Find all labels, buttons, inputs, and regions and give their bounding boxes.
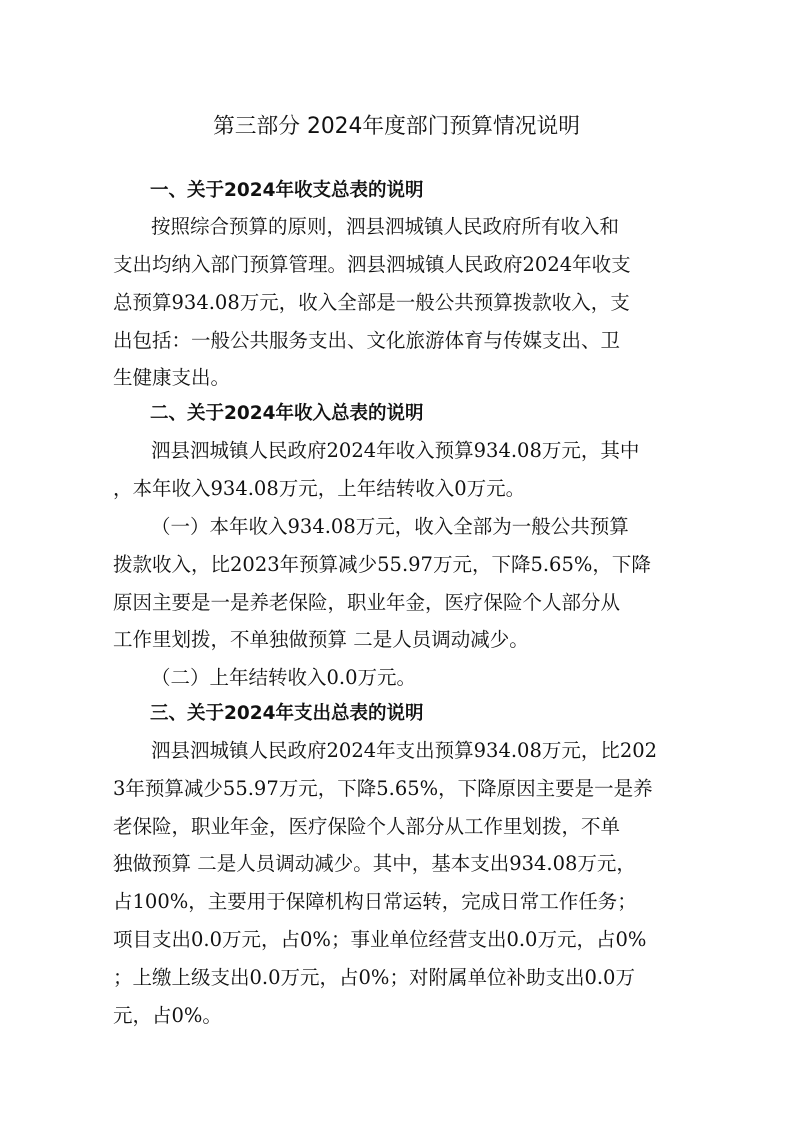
paragraph-line: 元，占0%。	[113, 1004, 222, 1027]
paragraph-line: 支出均纳入部门预算管理。泗县泗城镇人民政府2024年收支	[113, 253, 631, 276]
paragraph-line: 总预算934.08万元，收入全部是一般公共预算拨款收入，支	[113, 291, 630, 314]
paragraph-line: 生健康支出。	[113, 366, 231, 389]
paragraph-line: 泗县泗城镇人民政府2024年支出预算934.08万元，比202	[151, 739, 658, 762]
paragraph-line: 3年预算减少55.97万元，下降5.65%，下降原因主要是一是养	[113, 777, 653, 800]
paragraph-line: 拨款收入，比2023年预算减少55.97万元，下降5.65%，下降	[113, 553, 651, 576]
paragraph-line: 工作里划拨，不单独做预算 二是人员调动减少。	[113, 628, 529, 651]
paragraph-line: 泗县泗城镇人民政府2024年收入预算934.08万元，其中	[151, 439, 640, 462]
paragraph-line: （一）本年收入934.08万元，收入全部为一般公共预算	[151, 515, 629, 538]
paragraph-line: 占100%，主要用于保障机构日常运转，完成日常工作任务；	[113, 890, 637, 913]
paragraph-line: 按照综合预算的原则，泗县泗城镇人民政府所有收入和	[151, 215, 620, 238]
section-heading: 一、关于2024年收支总表的说明	[150, 180, 424, 201]
paragraph-line: ，本年收入934.08万元，上年结转收入0万元。	[113, 477, 526, 500]
paragraph-line: 老保险，职业年金，医疗保险个人部分从工作里划拨，不单	[113, 815, 621, 838]
paragraph-line: （二）上年结转收入0.0万元。	[151, 666, 417, 689]
section-heading: 三、关于2024年支出总表的说明	[150, 703, 424, 724]
paragraph-line: 原因主要是一是养老保险，职业年金，医疗保险个人部分从	[113, 591, 621, 614]
paragraph-line: 出包括：一般公共服务支出、文化旅游体育与传媒支出、卫	[113, 329, 621, 352]
document-title: 第三部分 2024年度部门预算情况说明	[212, 114, 581, 139]
paragraph-line: ；上缴上级支出0.0万元，占0%；对附属单位补助支出0.0万	[113, 966, 635, 989]
section-heading: 二、关于2024年收入总表的说明	[150, 403, 424, 424]
paragraph-line: 项目支出0.0万元，占0%；事业单位经营支出0.0万元，占0%	[113, 928, 647, 951]
paragraph-line: 独做预算 二是人员调动减少。其中，基本支出934.08万元，	[113, 852, 636, 875]
